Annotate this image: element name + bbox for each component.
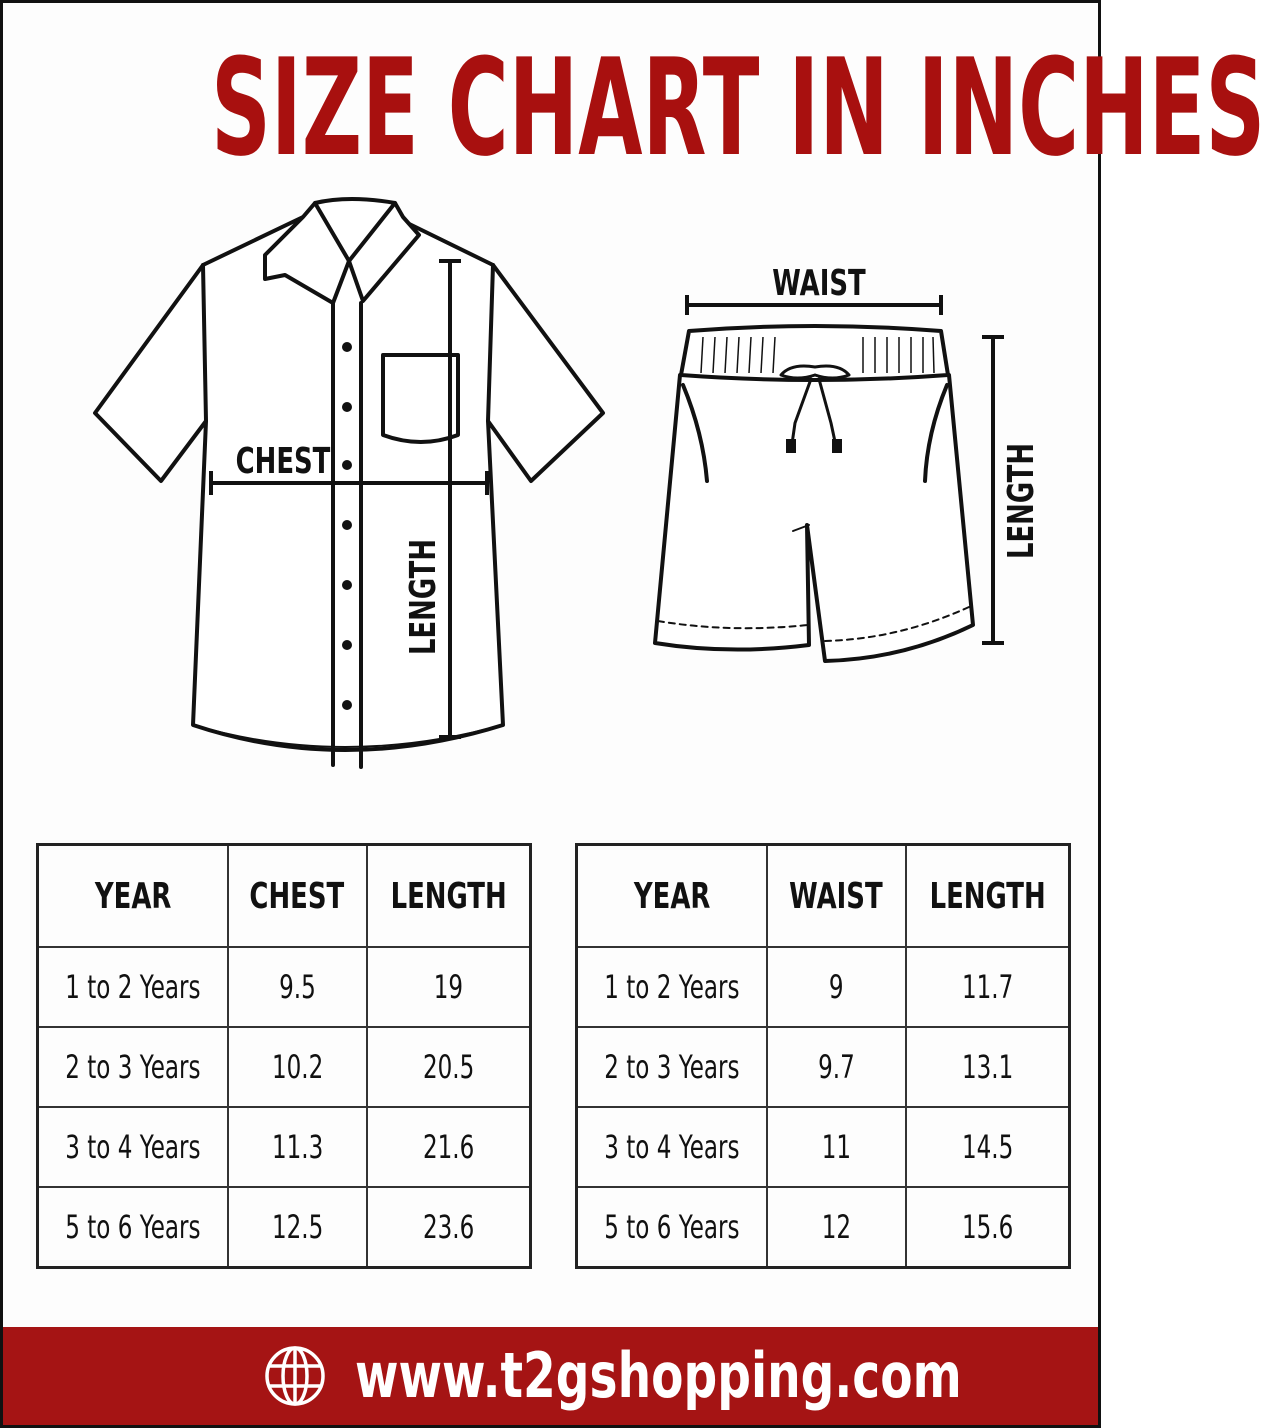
footer-banner — [3, 1327, 1098, 1425]
chest-cell: 12.5 — [228, 1187, 367, 1268]
website-link[interactable]: www.t2gshopping.com — [355, 1339, 962, 1412]
shorts-illustration — [655, 326, 973, 661]
age-cell: 2 to 3 Years — [577, 1027, 767, 1107]
age-cell: 1 to 2 Years — [577, 947, 767, 1027]
column-header-year: YEAR — [577, 845, 767, 948]
shorts-length-label: LENGTH — [1000, 442, 1043, 560]
page-title: SIZE CHART IN INCHES — [211, 30, 1265, 186]
shirt-chest-label: CHEST — [235, 440, 331, 483]
age-cell: 1 to 2 Years — [38, 947, 228, 1027]
table-row — [38, 947, 531, 1027]
age-cell: 5 to 6 Years — [38, 1187, 228, 1268]
column-header-length: LENGTH — [906, 845, 1070, 948]
chest-cell: 11.3 — [228, 1107, 367, 1187]
length-cell: 19 — [367, 947, 531, 1027]
table-row — [38, 1027, 531, 1107]
table-row — [38, 1107, 531, 1187]
column-header-length: LENGTH — [367, 845, 531, 948]
age-cell: 3 to 4 Years — [577, 1107, 767, 1187]
shirt-length-label: LENGTH — [402, 538, 445, 656]
table-row — [38, 1187, 531, 1268]
shorts-waist-label: WAIST — [772, 262, 866, 305]
table-header-row — [38, 845, 531, 948]
age-cell: 5 to 6 Years — [577, 1187, 767, 1268]
column-header-chest: CHEST — [228, 845, 367, 948]
table-row — [577, 947, 1070, 1027]
garment-diagrams — [3, 3, 1265, 803]
table-row — [577, 1187, 1070, 1268]
table-row — [577, 1027, 1070, 1107]
length-cell: 13.1 — [906, 1027, 1070, 1107]
chest-cell: 10.2 — [228, 1027, 367, 1107]
shirt-size-table — [36, 843, 532, 1269]
waist-cell: 11 — [767, 1107, 906, 1187]
column-header-waist: WAIST — [767, 845, 906, 948]
column-header-year: YEAR — [38, 845, 228, 948]
length-cell: 20.5 — [367, 1027, 531, 1107]
length-cell: 21.6 — [367, 1107, 531, 1187]
length-cell: 11.7 — [906, 947, 1070, 1027]
waist-cell: 12 — [767, 1187, 906, 1268]
waist-cell: 9.7 — [767, 1027, 906, 1107]
age-cell: 3 to 4 Years — [38, 1107, 228, 1187]
chest-cell: 9.5 — [228, 947, 367, 1027]
length-cell: 15.6 — [906, 1187, 1070, 1268]
shorts-size-table — [575, 843, 1071, 1269]
globe-icon — [263, 1344, 327, 1408]
waist-cell: 9 — [767, 947, 906, 1027]
length-cell: 23.6 — [367, 1187, 531, 1268]
age-cell: 2 to 3 Years — [38, 1027, 228, 1107]
length-cell: 14.5 — [906, 1107, 1070, 1187]
table-row — [577, 1107, 1070, 1187]
table-header-row — [577, 845, 1070, 948]
